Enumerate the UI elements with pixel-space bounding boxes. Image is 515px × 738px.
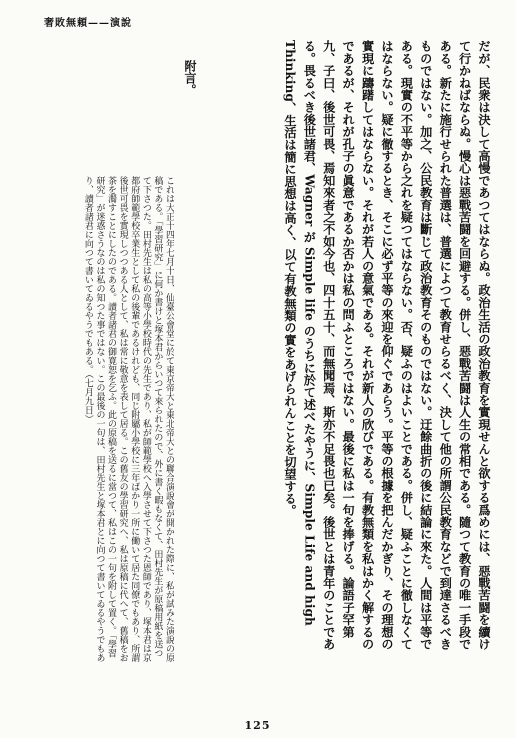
page-number: 125 [244,719,271,732]
running-head: 奢敗無頼——演說 [44,18,132,29]
postscript-text: これは大正十四年七月十日、仙臺公會堂に於て東京帝大と東北帝大との聯合演說會が開かれた際に、私が試みた演說の原稿である。「學習研究」に何か書けと塚本君からいつて來られたので、外に書く暇もなくて、田村先生が原稿用紙を送つて下さつた。田村先生は私の高等小學校時代の先生であり、私が師範學校へ入學させて下さつた恩師であり、塚本君は京都府師範學校卒業生として私の後輩であるけれども、同じ附屬小學校に三年ばかり一所に働いて居た同僚でもあり、所謂後世可畏を實現しつつある人として、私は常に敬意を表して居る。この舊友の學習研究へ、私は原稿に代へて、舊稿をお茶を濁すことにしたのである。讀者諸君の御寛恕を乞ふ。此の原稿を送るに當つて、私はこの一句を附して置く。「學習研究」が迷惑さうなのは私の知つた事ではない。この最後の一句は、田村先生と塚本君とに向つて書いてゐるやうでもあり、讀者諸君に向つて書いてゐるやうでもある。（七月九日） [82,176,174,662]
postscript-heading: 附言。 [183,60,197,96]
main-body-text: だが、民衆は決して高慢であつてはならぬ。政治生活の政治教育を實現せんと欲する爲めには、惡戰苦闘を續けて行かねばならぬ。慢心は惡戰苦闘を回避する。併し、惡戰苦闘は人生の常相である。隨つて教育の唯一手段である。新たに施行せられた普選は、普選によつて教育せらるべく、決して他の所謂公民教育などで到達さるべきものではない。加之、公民教育は斷じて政治教育そのものではない。迂餘曲折の後に結論に來た。人間は平等である。現實の不平等から之れを疑つてはならない。否、疑ふのはよいことである。併し、疑ふことに徹しなくてはならない。疑に徹するとき、そこに必ず平等の來迎を仰ぐであらう。平等の根據を把んだかぎり、その理想の實現に躊躇してはならない。それが若人の意氣である。それが新人の欣びである。有教無類を私はかく解するのであるが、それが孔子の眞意であるか否かは私の問ふところではない。最後に私は一句を捧げる。論語子罕第九、子曰、後世可畏、焉知來者之不如今也、四十五十、而無聞焉、斯亦不足畏也已矣。後世とは青年のことである。畏るべき後世諸君、Wagner が Simple life のうちに於て述べたやうに、Simple Life and high Thinking、生活は簡に思想は高く、以て有教無類の實をあげられんことを切望する。 [282,40,491,650]
